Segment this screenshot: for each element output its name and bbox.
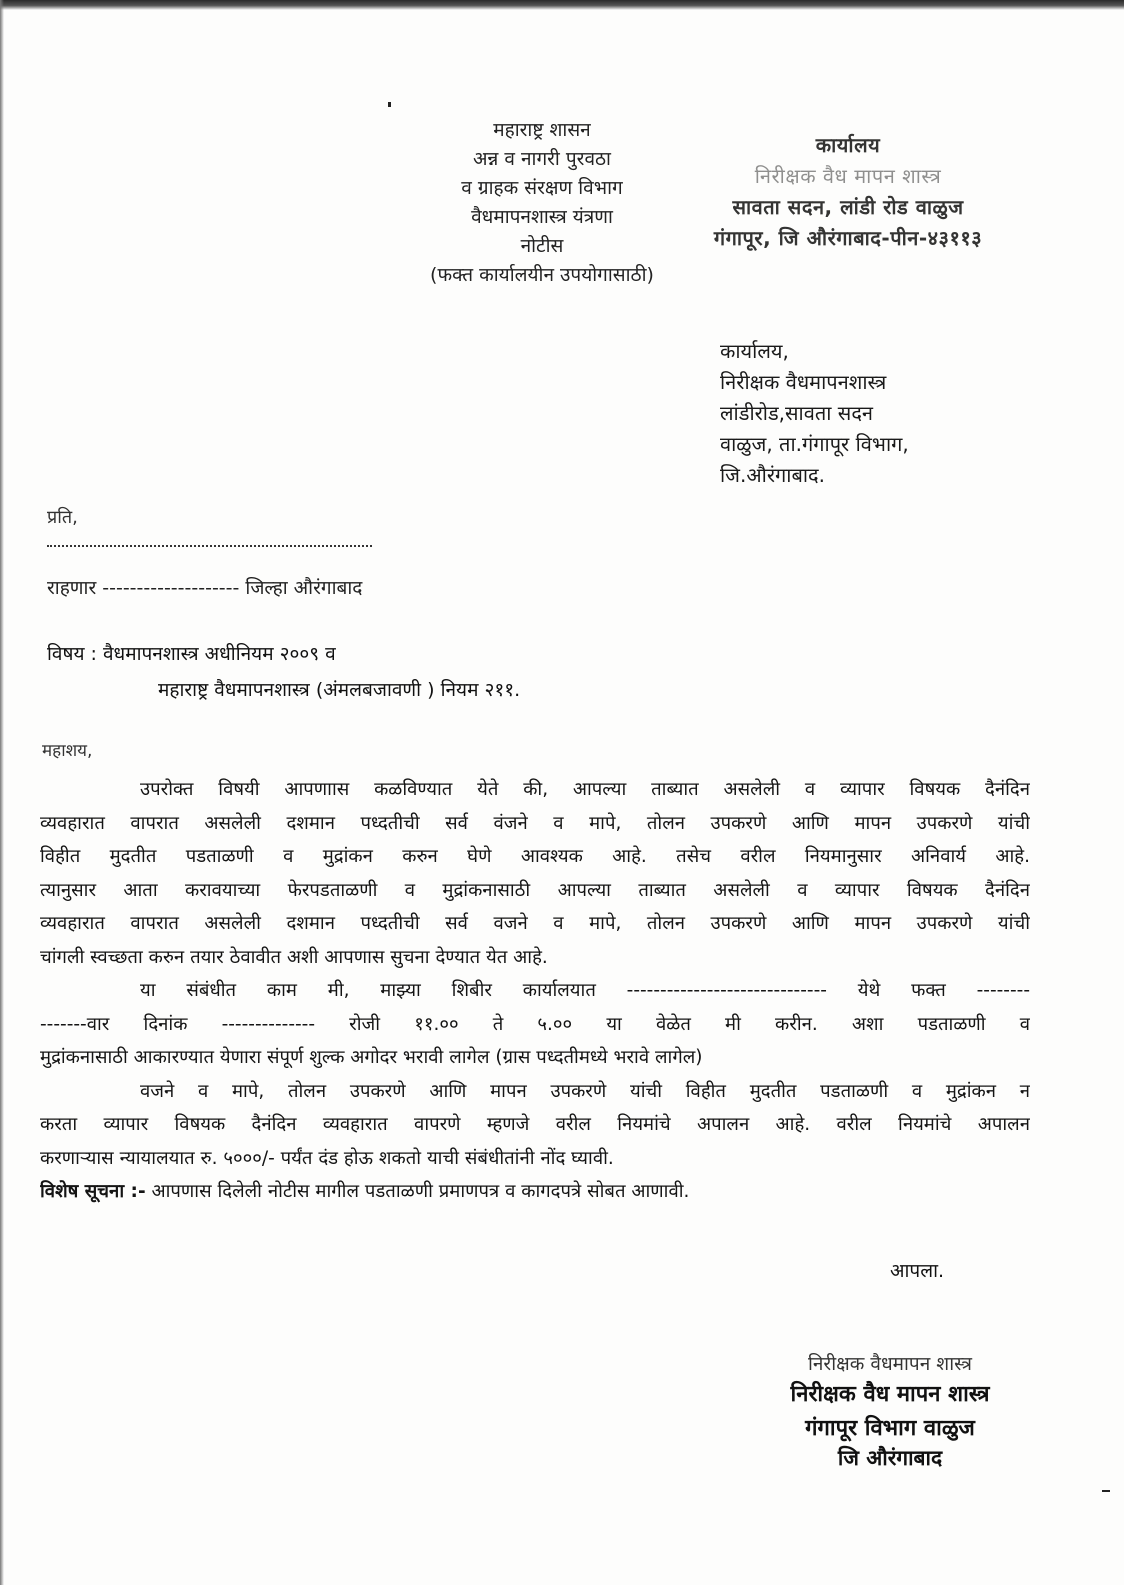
signature-stamp-line: जि औरंगाबाद xyxy=(837,1446,943,1470)
letterhead-line: अन्न व नागरी पुरवठा xyxy=(473,148,611,170)
office-rubber-stamp xyxy=(648,130,1048,254)
signature-stamp-line: गंगापूर विभाग वाळुज xyxy=(805,1416,975,1441)
stamp-line: सावता सदन, लांडी रोड वाळुज xyxy=(732,195,964,219)
recipient-label: प्रति, xyxy=(47,507,78,528)
body-line: करता व्यापार विषयक दैनंदिन व्यवहारात वापरणे म्हणजे वरील नियमांचे अपालन आहे. वरील नियमांचे अपालन xyxy=(40,1114,1030,1135)
scan-speck xyxy=(388,102,391,107)
letterhead-line: वैधमापनशास्त्र यंत्रणा xyxy=(471,206,613,228)
recipient-name-blank xyxy=(47,545,372,547)
letterhead-line: (फक्त कार्यालयीन उपयोगासाठी) xyxy=(430,264,654,286)
letterhead-department xyxy=(392,116,692,290)
body-line: वजने व मापे, तोलन उपकरणे आणि मापन उपकरणे यांची विहीत मुदतीत पडताळणी व मुद्रांकन न xyxy=(140,1080,1030,1102)
body-line: विहीत मुदतीत पडताळणी व मुद्रांकन करुन घेणे आवश्यक आहे. तसेच वरील नियमानुसार अनिवार्य आहे. xyxy=(40,846,1030,867)
body-line: करणाऱ्यास न्यायालयात रु. ५०००/- पर्यंत दंड होऊ शकतो याची संबंधीतांनी नोंद घ्यावी. xyxy=(40,1147,614,1169)
recipient-residence-line: राहणार -------------------- जिल्हा औरंगाबाद xyxy=(47,577,363,599)
body-line: -------वार दिनांक -------------- रोजी ११.०० ते ५.०० या वेळेत मी करीन. अशा पडताळणी व xyxy=(40,1013,1030,1035)
address-line: वाळुज, ता.गंगापूर विभाग, xyxy=(720,432,909,456)
stamp-line: कार्यालय xyxy=(815,133,881,157)
signature-stamp-line: निरीक्षक वैध मापन शास्त्र xyxy=(790,1382,990,1407)
signatory-title: निरीक्षक वैधमापन शास्त्र xyxy=(807,1353,973,1375)
address-line: कार्यालय, xyxy=(720,339,789,363)
stamp-line: गंगापूर, जि औरंगाबाद-पीन-४३११३ xyxy=(713,226,983,250)
scan-edge-shadow xyxy=(0,0,1124,10)
address-line: जि.औरंगाबाद. xyxy=(720,463,826,487)
signature-block xyxy=(740,1350,1040,1472)
special-note-label: विशेष सूचना :- xyxy=(40,1181,146,1202)
scan-mark xyxy=(1102,1490,1110,1492)
notice-body xyxy=(40,773,1030,1209)
body-line: उपरोक्त विषयी आपणाास कळविण्यात येते की, आपल्या ताब्यात असलेली व व्यापार विषयक दैनंदिन xyxy=(140,779,1030,800)
letterhead-line: महाराष्ट्र शासन xyxy=(493,119,591,141)
salutation: महाशय, xyxy=(42,741,93,761)
body-line: या संबंधीत काम मी, माझ्या शिबीर कार्यालयात ------------------------------ येथे फक्त -------- xyxy=(140,980,1030,1001)
body-line: त्यानुसार आता करावयाच्या फेरपडताळणी व मुद्रांकनासाठी आपल्या ताब्यात असलेली व व्यापार विषयक दैनंदिन xyxy=(40,879,1030,901)
body-line: व्यवहारात वापरात असलेली दशमान पध्दतीची सर्व वजने व मापे, तोलन उपकरणे आणि मापन उपकरणे यांची xyxy=(40,913,1030,934)
body-line: चांगली स्वच्छता करुन तयार ठेवावीत अशी आपणास सुचना देण्यात येत आहे. xyxy=(40,946,548,968)
letterhead-line: व ग्राहक संरक्षण विभाग xyxy=(461,177,623,199)
subject-line-2: महाराष्ट्र वैधमापनशास्त्र (अंमलबजावणी ) नियम २११. xyxy=(158,679,521,701)
office-address xyxy=(720,336,909,491)
body-line: मुद्रांकनासाठी आकारण्यात येणारा संपूर्ण शुल्क अगोदर भरावी लागेल (ग्रास पध्दतीमध्ये भरावे लागेल) xyxy=(40,1047,703,1068)
stamp-line: निरीक्षक वैध मापन शास्त्र xyxy=(754,164,942,188)
special-note-text: आपणास दिलेली नोटीस मागील पडताळणी प्रमाणपत्र व कागदपत्रे सोबत आणावी. xyxy=(145,1181,690,1202)
special-note xyxy=(40,1175,1030,1209)
scan-edge-left xyxy=(0,0,4,1585)
letterhead-line: नोटीस xyxy=(520,235,564,257)
body-line: व्यवहारात वापरात असलेली दशमान पध्दतीची सर्व वंजने व मापे, तोलन उपकरणे आणि मापन उपकरणे यांची xyxy=(40,812,1030,834)
closing-yours: आपला. xyxy=(890,1260,945,1282)
address-line: लांडीरोड,सावता सदन xyxy=(720,401,874,425)
subject-line-1: विषय : वैधमापनशास्त्र अधीनियम २००९ व xyxy=(47,643,336,665)
address-line: निरीक्षक वैधमापनशास्त्र xyxy=(720,370,887,394)
